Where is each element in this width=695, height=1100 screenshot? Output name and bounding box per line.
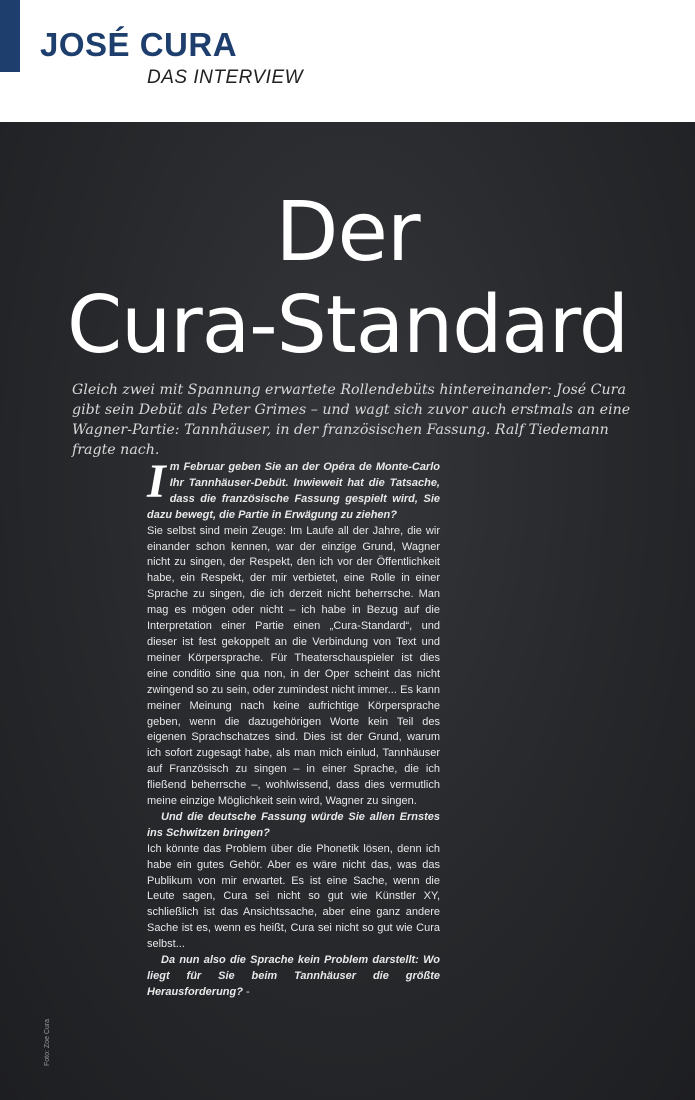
section-title: JOSÉ CURA — [40, 26, 238, 63]
question-3-text: Da nun also die Sprache kein Problem darstellt: Wo liegt für Sie beim Tannhäuser die größte Herausforderung? — [147, 954, 440, 998]
answer-1: Sie selbst sind mein Zeuge: Im Laufe all der Jahre, die wir einander schon kennen, war der einzige Grund, Wagner nicht zu singen, der Respekt, den ich vor der Öffentlichkeit habe, ein Respekt, der mir verbietet, eine Rolle in einer Sprache zu singen, die ich derzeit nicht beherrsche. Man mag es mögen oder nicht – ich habe in Bezug auf die Interpretation einer Partie einen „Cura-Standard“, und dieser ist fest gekoppelt an die Verbindung von Text und meiner Körpersprache. Für Theaterschauspieler ist dies eine conditio sine qua non, in der Oper scheint das nicht zwingend so zu sein, oder zumindest nicht immer... Es kann meiner Meinung nach keine aufrichtige Körpersprache geben, wenn die dazugehörigen Worte kein Teil des eigenen Sprachschatzes sind. Dies ist der Grund, warum ich sofort zugesagt habe, als man mich einlud, Tannhäuser auf Französisch zu singen – in einer Sprache, die ich fließend beherrsche –, wohlwissend, dass dies vermutlich meine einzige Möglichkeit sein wird, Wagner zu singen. — [147, 524, 440, 808]
question-1 — [147, 455, 440, 524]
photo-credit: Foto: Zoe Cura — [44, 1018, 51, 1066]
answer-2: Ich könnte das Problem über die Phonetik lösen, denn ich habe ein gutes Gehör. Aber es wäre nicht das, was das Publikum von mir erwartet. Es ist eine Sache, wenn die Leute sagen, Cura sei nicht so gut wie Künstler XY, schließlich ist das Ansichtssache, aber eine ganz andere Sache ist es, wenn es heißt, Cura sei nicht so gut wie Cura selbst... — [147, 842, 440, 951]
headline-line-1: Der — [275, 185, 420, 280]
question-2: Und die deutsche Fassung würde Sie allen Ernstes ins Schwitzen bringen? — [147, 810, 440, 839]
headline-line-2: Cura-Standard — [66, 279, 629, 371]
section-subtitle: DAS INTERVIEW — [147, 67, 304, 88]
page-header — [0, 0, 695, 122]
question-1-text: m Februar geben Sie an der Opéra de Monte-Carlo Ihr Tannhäuser-Debüt. Inwieweit hat die Tatsache, dass die französische Fassung gespielt wird, Sie dazu bewegt, die Partie in Erwägung zu ziehen? — [147, 461, 440, 521]
article-body — [147, 455, 440, 1001]
question-3-end: - — [242, 985, 250, 998]
question-3 — [147, 953, 440, 1001]
drop-cap: I — [147, 455, 166, 508]
accent-bar — [0, 0, 20, 72]
intro-paragraph: Gleich zwei mit Spannung erwartete Rollendebüts hintereinander: José Cura gibt sein Debüt als Peter Grimes – und wagt sich zuvor auch erstmals an eine Wagner-Partie: Tannhäuser, in der französischen Fassung. Ralf Tiedemann fragte nach. — [72, 382, 631, 458]
